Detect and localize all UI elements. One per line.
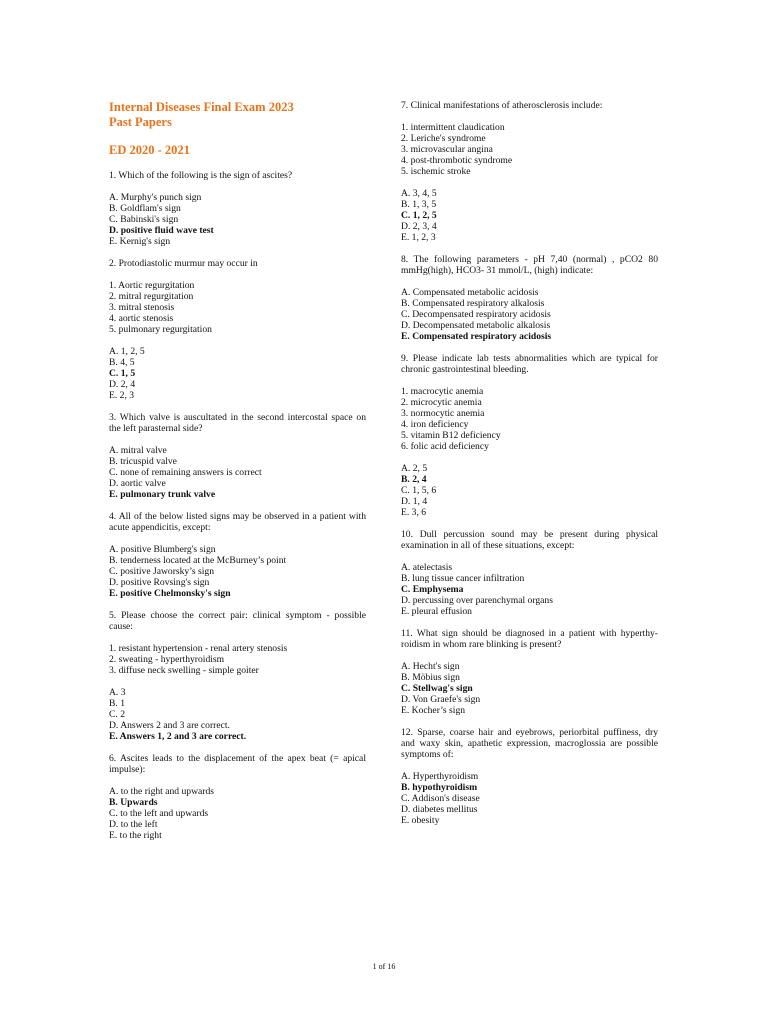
answer-option: D. Von Graefe's sign [401,694,481,705]
question-5 [109,610,366,742]
list-item: 4. iron deficiency [401,419,469,430]
answer-option: B. Möbius sign [401,672,460,683]
answer-options [109,544,366,599]
question-stem: 9. Please indicate lab tests abnormalities which are typical for chronic gastrointestinal bleeding. [401,353,658,375]
list-item: 3. mitral stenosis [109,301,175,313]
question-stem: 3. Which valve is auscultated in the second intercostal space on the left parasternal side? [109,411,366,434]
list-item: 1. resistant hypertension - renal artery stenosis [109,642,288,654]
question-stem: 2. Protodiastolic murmur may occur in [109,257,258,269]
list-item: 2. microcytic anemia [401,397,482,408]
answer-option: B. lung tissue cancer infiltration [401,573,525,584]
answer-option: D. 2, 3, 4 [401,221,437,232]
answer-option: C. none of remaining answers is correct [109,466,262,478]
answer-option: E. Kernig's sign [109,235,171,247]
answer-option: E. obesity [401,815,440,826]
question-stem: 7. Clinical manifestations of atherosclerosis include: [401,100,603,111]
answer-option: C. Babinski's sign [109,213,179,225]
correct-answer-option: C. 1, 2, 5 [401,210,437,221]
correct-answer-option: B. Upwards [109,796,158,808]
question-3 [109,412,366,500]
answer-option: C. to the left and upwards [109,807,209,819]
numbered-list [109,643,366,676]
answer-option: D. Decompensated metabolic alkalosis [401,320,551,331]
answer-option: C. 1, 5, 6 [401,485,437,496]
numbered-list [109,280,366,335]
correct-answer-option: E. positive Chelmonsky's sign [109,587,231,599]
answer-option: B. tricuspid valve [109,455,177,467]
answer-option: E. 3, 6 [401,507,427,518]
question-8 [401,254,658,342]
answer-option: D. 2, 4 [109,378,136,390]
correct-answer-option: E. Compensated respiratory acidosis [401,331,552,342]
question-12 [401,727,658,826]
answer-option: A. 2, 5 [401,463,428,474]
list-item: 4. post-thrombotic syndrome [401,155,513,166]
question-6 [109,753,366,841]
answer-option: A. positive Blumberg's sign [109,543,216,555]
answer-option: A. atelectasis [401,562,453,573]
list-item: 1. Aortic regurgitation [109,279,195,291]
numbered-list [401,122,658,177]
answer-option: D. percussing over parenchymal organs [401,595,553,606]
answer-option: A. 1, 2, 5 [109,345,145,357]
answer-option: A. Hecht's sign [401,661,460,672]
list-item: 1. intermittent claudication [401,122,505,133]
question-stem: 11. What sign should be diagnosed in a patient with hyperthy-roidism in whom rare blinking is present? [401,628,658,650]
page-number: 1 of 16 [372,962,396,971]
answer-option: A. Murphy's punch sign [109,191,202,203]
list-item: 2. mitral regurgitation [109,290,194,302]
answer-options [401,188,658,243]
answer-option: A. Compensated metabolic acidosis [401,287,539,298]
answer-options [401,463,658,518]
right-column [401,100,658,837]
correct-answer-option: E. Answers 1, 2 and 3 are correct. [109,730,247,742]
question-4 [109,511,366,599]
list-item: 4. aortic stenosis [109,312,174,324]
answer-option: B. 1, 3, 5 [401,199,437,210]
answer-option: D. positive Rovsing's sign [109,576,210,588]
list-item: 2. sweating - hyperthyroidism [109,653,225,665]
answer-option: C. 2 [109,708,125,720]
list-item: 5. pulmonary regurgitation [109,323,212,335]
answer-options [109,786,366,841]
question-stem: 6. Ascites leads to the displacement of the apex beat (= apical impulse): [109,752,366,775]
answer-options [109,192,366,247]
answer-options [401,661,658,716]
answer-option: E. pleural effusion [401,606,472,617]
question-7 [401,100,658,243]
question-10 [401,529,658,617]
answer-option: B. 4, 5 [109,356,135,368]
answer-option: D. to the left [109,818,158,830]
answer-option: E. Kocher’s sign [401,705,466,716]
answer-option: B. 1 [109,697,125,709]
question-stem: 10. Dull percussion sound may be present during physical examination in all of these situations, except: [401,529,658,551]
question-2 [109,258,366,401]
left-column [109,100,366,852]
question-stem: 1. Which of the following is the sign of ascites? [109,169,293,181]
correct-answer-option: D. positive fluid wave test [109,224,214,236]
question-11 [401,628,658,716]
answer-option: D. aortic valve [109,477,166,489]
answer-option: A. 3, 4, 5 [401,188,437,199]
list-item: 2. Leriche's syndrome [401,133,486,144]
answer-option: D. Answers 2 and 3 are correct. [109,719,230,731]
question-9 [401,353,658,518]
answer-option: E. 1, 2, 3 [401,232,436,243]
answer-option: B. Compensated respiratory alkalosis [401,298,545,309]
answer-option: D. 1, 4 [401,496,428,507]
question-stem: 8. The following parameters - pH 7,40 (normal) , pCO2 80 mmHg(high), HCO3- 31 mmol/L, (high) indicate: [401,254,658,276]
answer-option: E. 2, 3 [109,389,135,401]
answer-option: C. Decompensated respiratory acidosis [401,309,551,320]
answer-options [401,771,658,826]
answer-option: B. Goldflam's sign [109,202,181,214]
answer-option: A. Hyperthyroidism [401,771,479,782]
list-item: 5. vitamin B12 deficiency [401,430,501,441]
correct-answer-option: B. hypothyroidism [401,782,478,793]
correct-answer-option: C. 1, 5 [109,367,136,379]
answer-option: A. mitral valve [109,444,167,456]
question-1 [109,170,366,247]
answer-options [401,562,658,617]
list-item: 3. normocytic anemia [401,408,485,419]
numbered-list [401,386,658,452]
question-stem: 12. Sparse, coarse hair and eyebrows, periorbital puffiness, dry and waxy skin, apathetic expression, macroglossia are possible symptoms of: [401,727,658,760]
answer-option: C. Addison's disease [401,793,480,804]
answer-options [109,445,366,500]
correct-answer-option: B. 2, 4 [401,474,427,485]
document-title: Internal Diseases Final Exam 2023 Past Papers [109,100,294,129]
list-item: 5. ischemic stroke [401,166,471,177]
list-item: 3. diffuse neck swelling - simple goiter [109,664,259,676]
list-item: 3. microvascular angina [401,144,493,155]
answer-options [401,287,658,342]
correct-answer-option: C. Emphysema [401,584,464,595]
answer-option: A. to the right and upwards [109,785,214,797]
answer-options [109,687,366,742]
list-item: 1. macrocytic anemia [401,386,484,397]
answer-option: C. positive Jaworsky’s sign [109,565,215,577]
correct-answer-option: C. Stellwag's sign [401,683,473,694]
question-stem: 5. Please choose the correct pair: clinical symptom - possible cause: [109,609,366,632]
question-stem: 4. All of the below listed signs may be observed in a patient with acute appendicitis, except: [109,510,366,533]
section-heading: ED 2020 - 2021 [109,143,190,157]
correct-answer-option: E. pulmonary trunk valve [109,488,216,500]
answer-option: B. tenderness located at the McBurney’s point [109,554,287,566]
list-item: 6. folic acid deficiency [401,441,489,452]
answer-option: D. diabetes mellitus [401,804,478,815]
answer-option: A. 3 [109,686,126,698]
answer-option: E. to the right [109,829,162,841]
answer-options [109,346,366,401]
